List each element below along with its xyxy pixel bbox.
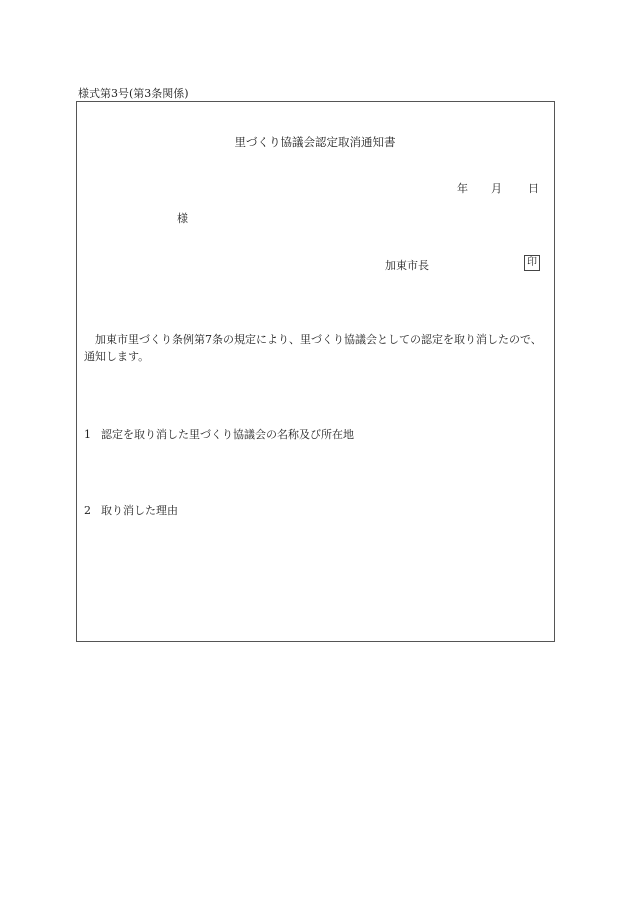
document-title: 里づくり協議会認定取消通知書 [234, 135, 396, 149]
addressee-suffix: 様 [177, 212, 188, 225]
item-label: 取り消した理由 [101, 504, 178, 517]
notice-body-text: 加東市里づくり条例第7条の規定により、里づくり協議会としての認定を取り消したので、通知します。 [84, 333, 542, 363]
form-number-label: 様式第3号(第3条関係) [78, 87, 189, 100]
item-number: 2 [84, 504, 91, 517]
document-frame [76, 101, 555, 642]
item-number: 1 [84, 428, 91, 441]
date-day-label: 日 [528, 182, 539, 195]
sender-name: 加東市長 [385, 259, 429, 272]
item-reason-name-location [84, 426, 354, 442]
item-cancellation-reason [84, 502, 178, 518]
seal-stamp-mark: 印 [524, 255, 540, 271]
date-year-label: 年 [457, 182, 468, 195]
item-label: 認定を取り消した里づくり協議会の名称及び所在地 [101, 428, 354, 441]
date-month-label: 月 [491, 182, 502, 195]
